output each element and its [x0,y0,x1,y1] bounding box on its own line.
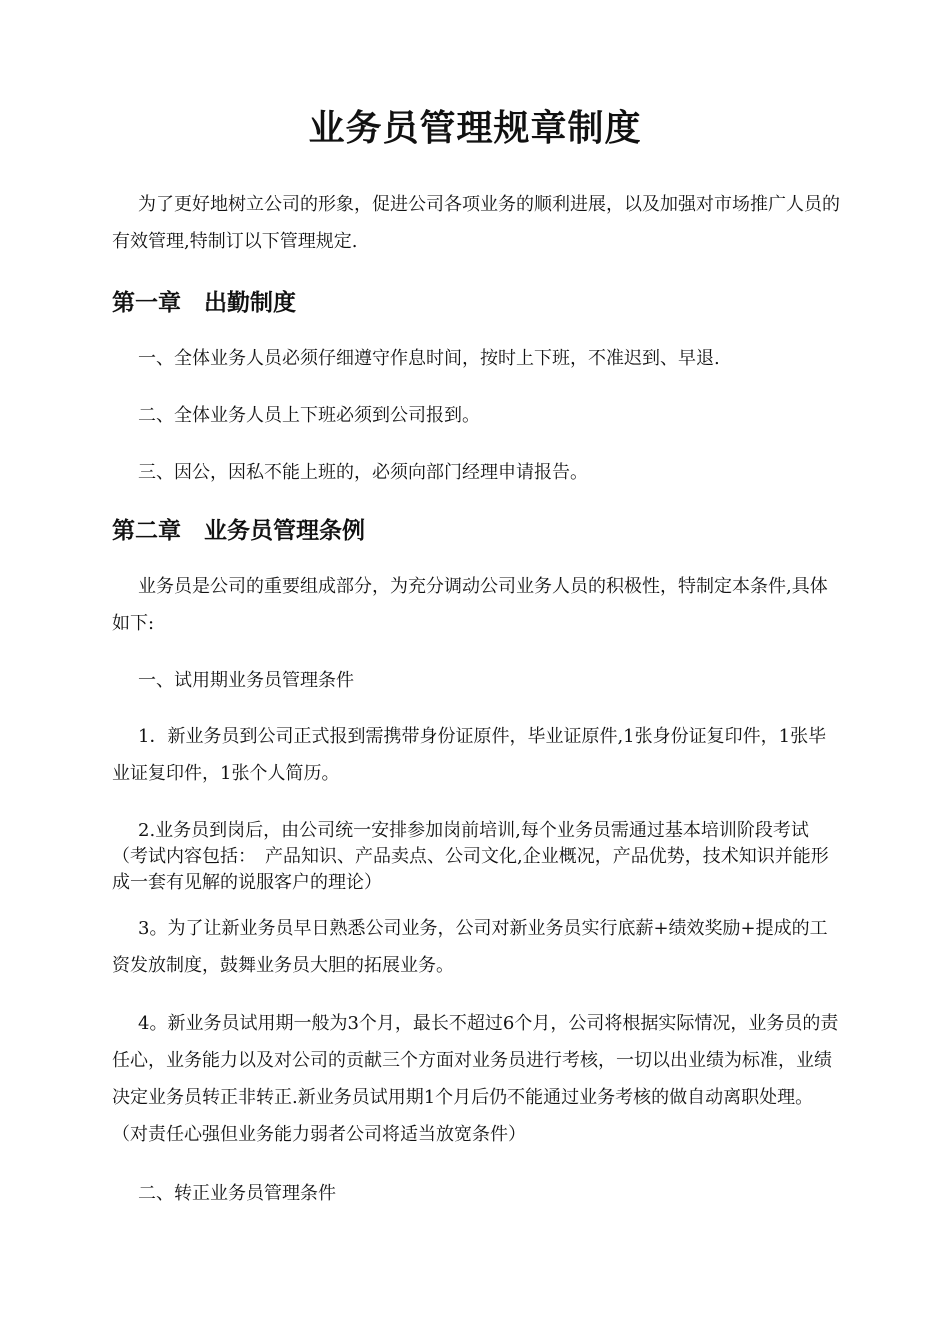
chapter-1-item-1: 一、全体业务人员必须仔细遵守作息时间，按时上下班，不准迟到、早退. [138,348,720,369]
chapter-2-intro: 业务员是公司的重要组成部分，为充分调动公司业务人员的积极性，特制定本条件,具体如下: [112,576,828,634]
rule-4: 4。新业务员试用期一般为3个月，最长不超过6个月，公司将根据实际情况，业务员的责任心，业务能力以及对公司的贡献三个方面对业务员进行考核，一切以出业绩为标准，业绩决定业务员转正非转正.新业务员试用期1个月后仍不能通过业务考核的做自动离职处理。（对责任心强但业务能力弱者公司将适当放宽条件） [112,1013,839,1145]
section-1-title: 一、试用期业务员管理条件 [138,670,354,691]
intro-paragraph: 为了更好地树立公司的形象，促进公司各项业务的顺利进展，以及加强对市场推广人员的有效管理,特制订以下管理规定. [112,194,840,252]
page-title: 业务员管理规章制度 [308,108,642,149]
rule-3: 3。为了让新业务员早日熟悉公司业务，公司对新业务员实行底薪+绩效奖励+提成的工资发放制度，鼓舞业务员大胆的拓展业务。 [112,918,828,976]
chapter-1-item-3: 三、因公，因私不能上班的，必须向部门经理申请报告。 [138,462,588,483]
rule-2: 2.业务员到岗后，由公司统一安排参加岗前培训,每个业务员需通过基本培训阶段考试（考试内容包括： 产品知识、产品卖点、公司文化,企业概况，产品优势，技术知识并能形成一套有见解的说服客户的理论） [112,820,829,893]
section-2-title: 二、转正业务员管理条件 [138,1183,336,1204]
chapter-1-item-2: 二、全体业务人员上下班必须到公司报到。 [138,405,480,426]
rule-1: 1．新业务员到公司正式报到需携带身份证原件，毕业证原件,1张身份证复印件，1张毕业证复印件，1张个人简历。 [112,726,827,784]
chapter-2-heading: 第二章 业务员管理条例 [112,518,365,544]
chapter-1-heading: 第一章 出勤制度 [112,290,296,316]
